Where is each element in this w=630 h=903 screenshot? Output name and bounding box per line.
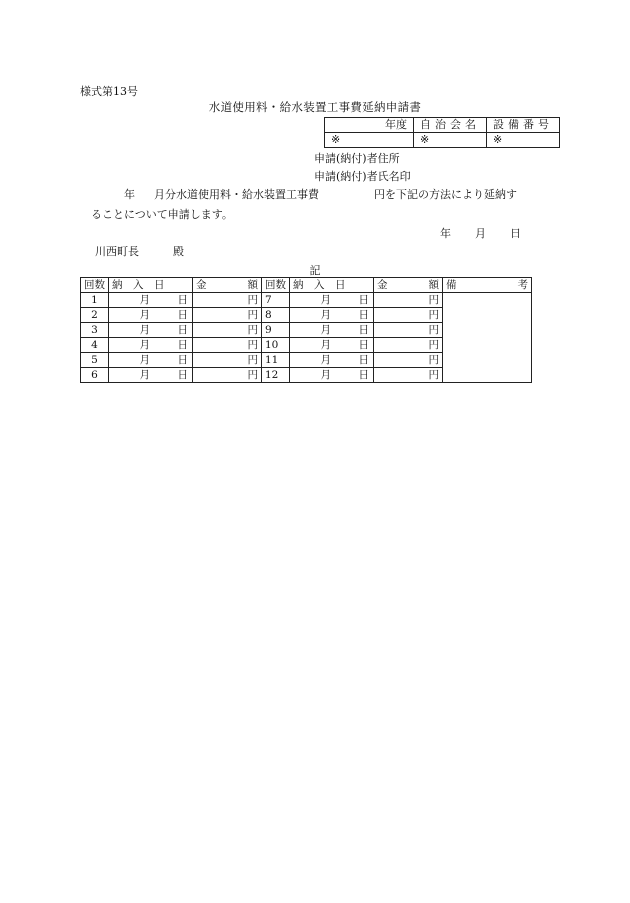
row-amount: 円: [193, 353, 262, 368]
note-cell: [443, 293, 532, 383]
applicant-address-label: 申請(納付)者住所: [314, 152, 400, 165]
row-amount: 円: [374, 368, 443, 383]
date-line: [440, 225, 521, 241]
row-date: 月 日: [290, 353, 374, 368]
row-number: 3: [81, 323, 109, 338]
row-date: 月 日: [290, 308, 374, 323]
row-date: 月 日: [109, 308, 193, 323]
body-month-text: 月分水道使用料・給水装置工事費: [154, 188, 319, 201]
document-title: 水道使用料・給水装置工事費延納申請書: [208, 100, 422, 114]
date-day: 日: [510, 227, 521, 240]
addressee-name: 川西町長: [95, 245, 139, 258]
addressee: [95, 243, 184, 259]
year-label: 年度: [325, 118, 414, 133]
row-number: 9: [262, 323, 290, 338]
row-number: 6: [81, 368, 109, 383]
col-note: 備 考: [443, 278, 532, 293]
row-amount: 円: [193, 368, 262, 383]
installment-table: [80, 277, 532, 383]
row-amount: 円: [374, 323, 443, 338]
row-number: 7: [262, 293, 290, 308]
municipality-mark: ※: [414, 133, 487, 148]
municipality-label: 自治会名: [414, 118, 487, 133]
row-date: 月 日: [109, 353, 193, 368]
equipment-label: 設備番号: [487, 118, 560, 133]
body-amount-text: 円を下記の方法により延納す: [374, 188, 517, 201]
row-amount: 円: [193, 308, 262, 323]
col-date-right: 納 入 日: [290, 278, 374, 293]
row-number: 5: [81, 353, 109, 368]
row-number: 4: [81, 338, 109, 353]
row-date: 月 日: [109, 338, 193, 353]
row-amount: 円: [193, 338, 262, 353]
equipment-mark: ※: [487, 133, 560, 148]
form-number: 様式第13号: [80, 85, 138, 98]
body-line-1: [124, 186, 517, 202]
date-year: 年: [440, 227, 451, 240]
table-row: [81, 293, 532, 308]
col-amount-right: 金 額: [374, 278, 443, 293]
row-amount: 円: [193, 323, 262, 338]
table-header-row: [81, 278, 532, 293]
body-line-2: ることについて申請します。: [91, 208, 233, 221]
row-number: 10: [262, 338, 290, 353]
row-amount: 円: [374, 308, 443, 323]
row-amount: 円: [374, 338, 443, 353]
row-date: 月 日: [290, 293, 374, 308]
row-number: 2: [81, 308, 109, 323]
row-number: 11: [262, 353, 290, 368]
row-date: 月 日: [290, 323, 374, 338]
applicant-name-label: 申請(納付)者氏名印: [314, 170, 411, 183]
header-table: [324, 117, 560, 148]
body-year: 年: [124, 188, 135, 201]
row-date: 月 日: [109, 368, 193, 383]
row-number: 8: [262, 308, 290, 323]
date-month: 月: [475, 227, 486, 240]
col-date-left: 納 入 日: [109, 278, 193, 293]
col-amount-left: 金 額: [193, 278, 262, 293]
row-date: 月 日: [109, 293, 193, 308]
addressee-honorific: 殿: [173, 245, 184, 258]
row-amount: 円: [193, 293, 262, 308]
col-kai-right: 回数: [262, 278, 290, 293]
row-amount: 円: [374, 353, 443, 368]
year-mark: ※: [325, 133, 414, 148]
row-amount: 円: [374, 293, 443, 308]
row-date: 月 日: [109, 323, 193, 338]
row-date: 月 日: [290, 338, 374, 353]
row-number: 12: [262, 368, 290, 383]
row-number: 1: [81, 293, 109, 308]
row-date: 月 日: [290, 368, 374, 383]
ki-heading: 記: [309, 264, 321, 277]
col-kai-left: 回数: [81, 278, 109, 293]
